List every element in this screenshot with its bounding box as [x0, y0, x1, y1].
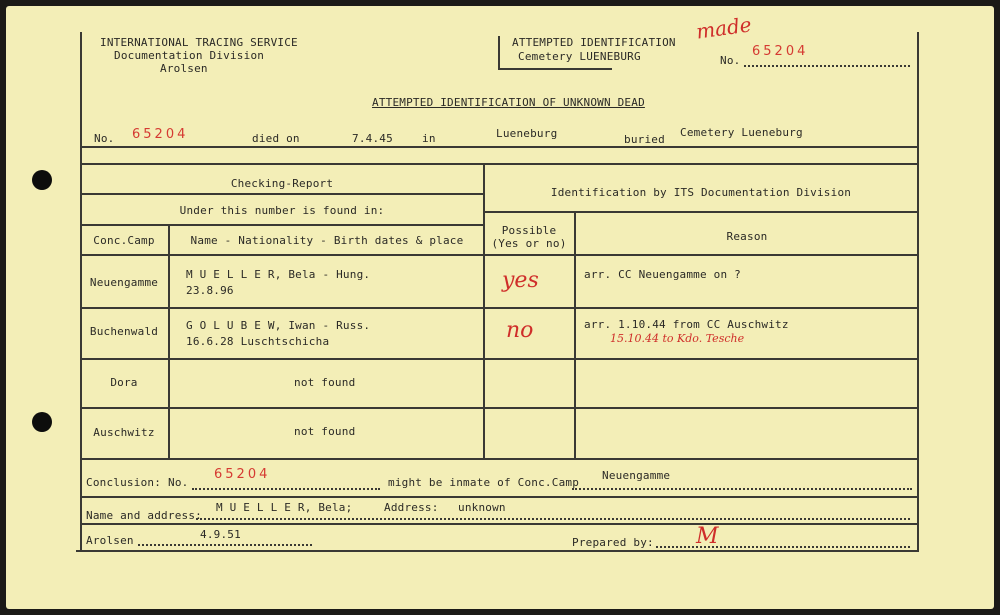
conclusion-might-text: might be inmate of Conc.Camp	[388, 476, 580, 489]
row-rule-2	[80, 358, 918, 360]
footer-place: Arolsen	[86, 534, 134, 547]
address-label: Address:	[384, 501, 439, 514]
died-on-value: 7.4.45	[352, 132, 393, 145]
table-row-camp: Buchenwald	[89, 325, 159, 338]
header-row-top	[80, 224, 484, 226]
table-row-camp: Neuengamme	[89, 276, 159, 289]
record-rule	[80, 146, 918, 148]
conclusion-camp-dots	[572, 488, 912, 490]
died-on-label: died on	[252, 132, 300, 145]
header-box-cemetery: Cemetery LUENEBURG	[518, 50, 641, 63]
conclusion-no-dots	[192, 488, 380, 490]
table-divider-camp	[168, 224, 170, 458]
prepared-by-signature: M	[696, 524, 719, 549]
table-row-name-line2: 16.6.28 Luschtschicha	[186, 335, 330, 348]
header-box-bottom	[498, 68, 612, 70]
checking-title-rule	[80, 193, 484, 195]
table-row-name-line1: not found	[294, 376, 356, 389]
name-address-rule	[80, 523, 918, 525]
buried-value: Cemetery Lueneburg	[680, 126, 803, 139]
address-value: unknown	[458, 501, 506, 514]
punch-hole-top	[32, 170, 52, 190]
conclusion-no-label: No.	[168, 476, 189, 489]
table-row-reason: arr. 1.10.44 from CC Auschwitz	[584, 318, 789, 331]
death-place: Lueneburg	[496, 127, 558, 140]
handwritten-note: made	[694, 12, 753, 44]
col-camp-header: Conc.Camp	[93, 234, 155, 247]
name-address-dots	[196, 518, 910, 520]
in-label: in	[422, 132, 436, 145]
row-rule-3	[80, 407, 918, 409]
conclusion-camp-value: Neuengamme	[602, 469, 671, 482]
table-row-reason-handwritten: 15.10.44 to Kdo. Tesche	[610, 332, 745, 345]
footer-date: 4.9.51	[200, 528, 241, 541]
frame-bottom	[76, 550, 918, 552]
punch-hole-bottom	[32, 412, 52, 432]
table-row-reason: arr. CC Neuengamme on ?	[584, 268, 741, 281]
card-title: ATTEMPTED IDENTIFICATION OF UNKNOWN DEAD	[372, 96, 645, 109]
conclusion-rule	[80, 496, 918, 498]
table-row-name-line1: M U E L L E R, Bela - Hung.	[186, 268, 371, 281]
table-row-camp: Auschwitz	[93, 426, 155, 439]
record-no-value: 65204	[132, 127, 189, 142]
header-no-value: 65204	[752, 44, 809, 59]
table-row-name-line1: G O L U B E W, Iwan - Russ.	[186, 319, 371, 332]
table-bottom-rule	[80, 458, 918, 460]
checking-report-title: Checking-Report	[230, 177, 334, 190]
name-address-name: M U E L L E R, Bela;	[216, 501, 353, 514]
frame-right	[917, 32, 919, 552]
org-line-1: INTERNATIONAL TRACING SERVICE	[100, 36, 298, 49]
header-no-dots	[744, 65, 910, 67]
col-name-header: Name - Nationality - Birth dates & place	[190, 234, 464, 247]
prepared-by-dots	[656, 546, 910, 548]
table-row-name-line1: not found	[294, 425, 356, 438]
col-possible-header-1: Possible	[501, 224, 557, 237]
checking-report-subtitle: Under this number is found in:	[179, 204, 385, 217]
frame-left	[80, 32, 82, 552]
org-line-2: Documentation Division	[114, 49, 265, 62]
row-rule-1	[80, 307, 918, 309]
header-box-left	[498, 36, 500, 68]
identification-title: Identification by ITS Documentation Division	[550, 186, 852, 199]
table-divider-possible	[574, 211, 576, 458]
col-possible-header-2: (Yes or no)	[491, 237, 567, 250]
name-address-label: Name and address:	[86, 509, 202, 522]
table-row-name-line2: 23.8.96	[186, 284, 234, 297]
header-no-label: No.	[720, 54, 741, 67]
buried-label: buried	[624, 133, 665, 146]
conclusion-no-value: 65204	[214, 467, 271, 482]
record-no-label: No.	[94, 132, 115, 145]
table-row-camp: Dora	[110, 376, 138, 389]
prepared-by-label: Prepared by:	[572, 536, 654, 549]
table-row-possible: yes	[502, 268, 539, 293]
header-box-title: ATTEMPTED IDENTIFICATION	[512, 36, 676, 49]
table-top-rule	[80, 163, 918, 165]
tracing-card	[6, 6, 994, 609]
col-reason-header: Reason	[726, 230, 768, 243]
identification-title-rule	[484, 211, 918, 213]
org-line-3: Arolsen	[160, 62, 208, 75]
header-row-bottom	[80, 254, 918, 256]
table-row-possible: no	[506, 318, 534, 343]
conclusion-label: Conclusion:	[86, 476, 162, 489]
footer-date-dots	[138, 544, 312, 546]
